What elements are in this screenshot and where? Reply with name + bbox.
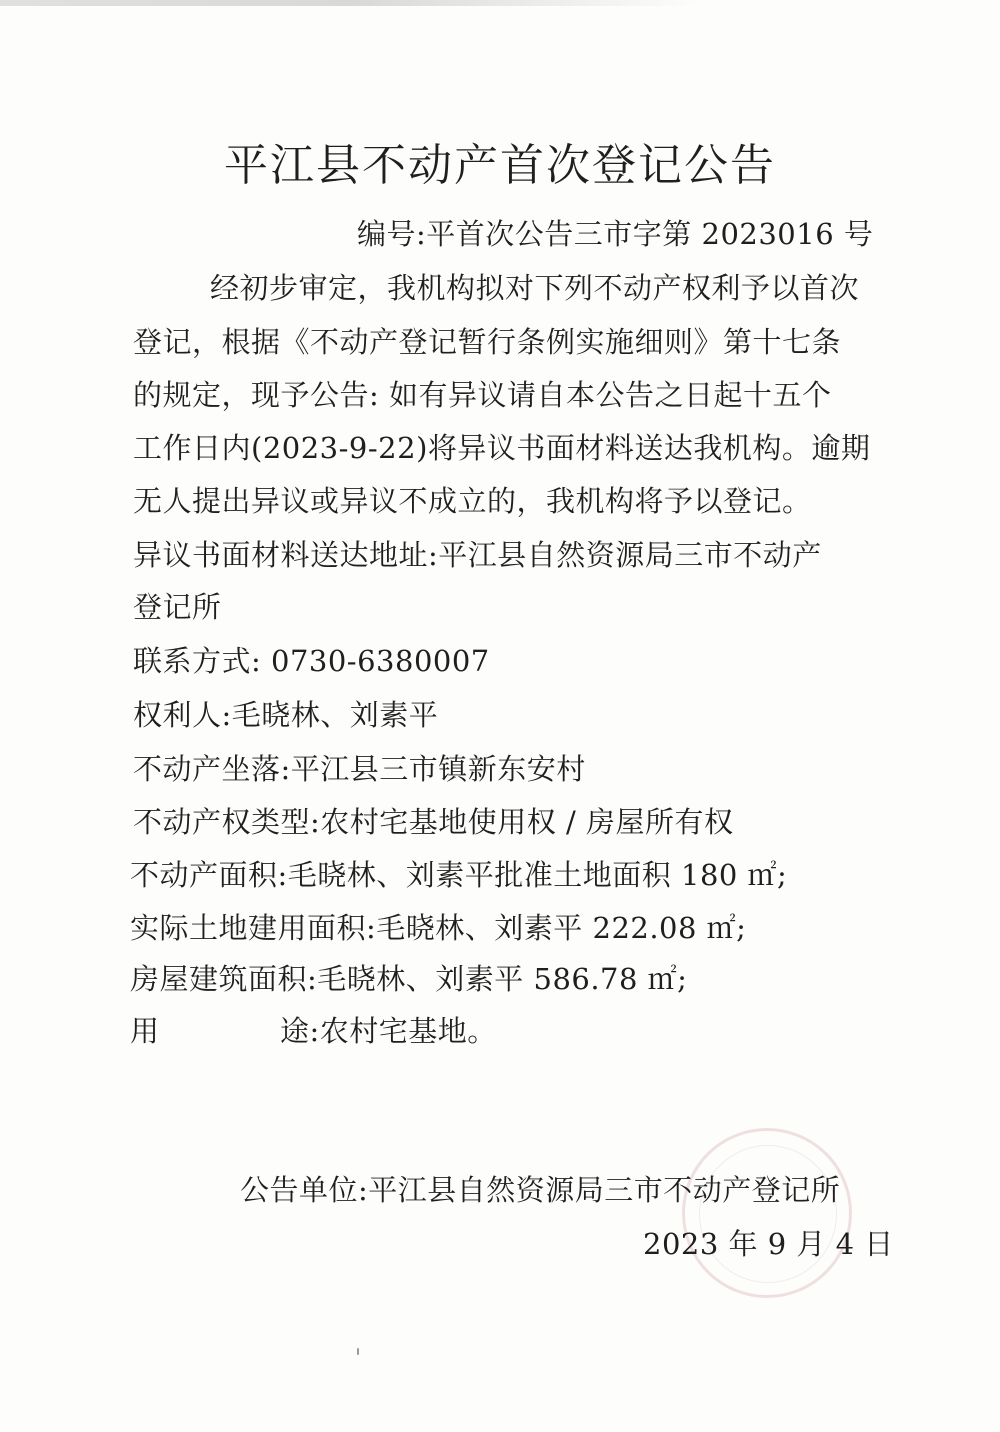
notice-number: 编号:平首次公告三市字第 2023016 号	[357, 217, 874, 251]
objection-address-line-2: 登记所	[133, 590, 222, 624]
building-area: 房屋建筑面积:毛晓林、刘素平 586.78 ㎡;	[130, 962, 688, 996]
usage-value: 途:农村宅基地。	[280, 1014, 497, 1048]
notice-title: 平江县不动产首次登记公告	[224, 140, 776, 191]
contact-info: 联系方式: 0730-6380007	[133, 644, 490, 678]
usage-label: 用	[130, 1014, 160, 1048]
property-area-actual: 实际土地建用面积:毛晓林、刘素平 222.08 ㎡;	[130, 911, 747, 945]
body-line-4: 工作日内(2023-9-22)将异议书面材料送达我机构。逾期	[133, 431, 871, 465]
scan-edge-artifact	[0, 0, 700, 6]
official-seal	[682, 1128, 852, 1298]
notice-date: 2023 年 9 月 4 日	[643, 1227, 894, 1261]
objection-address-line-1: 异议书面材料送达地址:平江县自然资源局三市不动产	[133, 538, 822, 572]
property-right-type: 不动产权类型:农村宅基地使用权 / 房屋所有权	[133, 805, 734, 839]
scan-speck	[357, 1348, 359, 1355]
body-line-2: 登记，根据《不动产登记暂行条例实施细则》第十七条	[133, 325, 842, 359]
property-location: 不动产坐落:平江县三市镇新东安村	[133, 752, 586, 786]
property-area-approved: 不动产面积:毛晓林、刘素平批准土地面积 180 ㎡;	[130, 858, 788, 892]
body-line-1: 经初步审定，我机构拟对下列不动产权利予以首次	[210, 271, 860, 305]
body-line-5: 无人提出异议或异议不成立的，我机构将予以登记。	[133, 484, 812, 518]
issuing-unit: 公告单位:平江县自然资源局三市不动产登记所	[240, 1173, 841, 1207]
body-line-3: 的规定，现予公告: 如有异议请自本公告之日起十五个	[133, 378, 832, 412]
rights-holder: 权利人:毛晓林、刘素平	[133, 698, 439, 732]
